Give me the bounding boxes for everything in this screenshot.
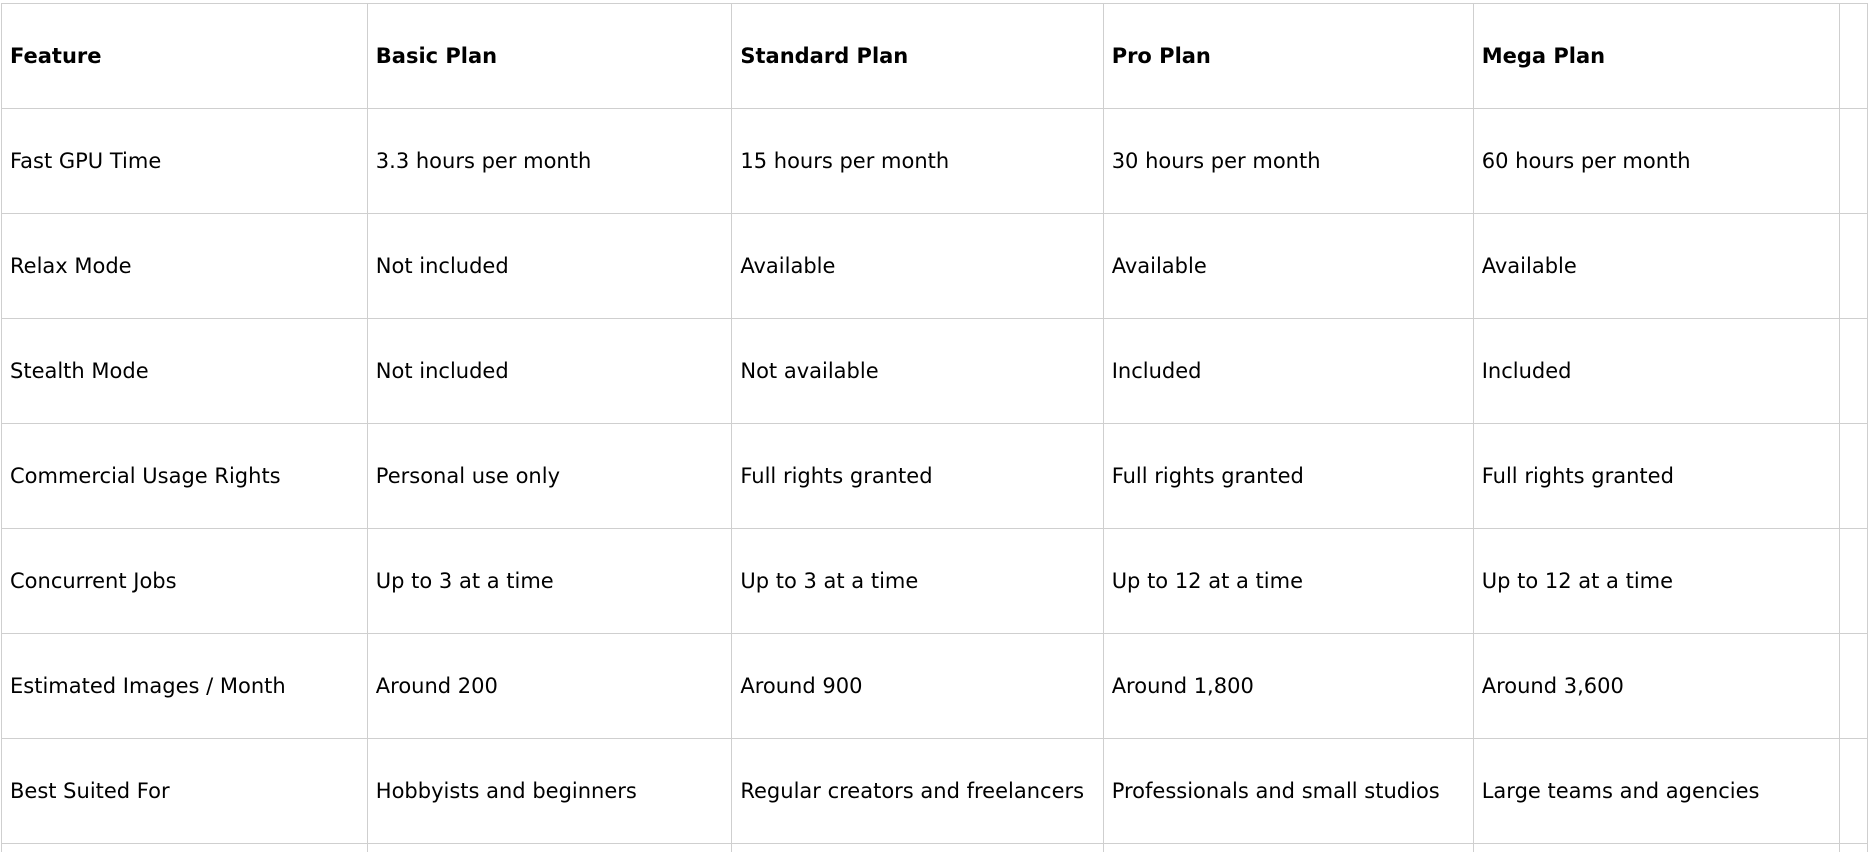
header-cell-mega-plan[interactable]: Mega Plan: [1473, 4, 1839, 109]
basic-plan-cell[interactable]: Up to 3 at a time: [367, 529, 732, 634]
pro-plan-cell[interactable]: 30 hours per month: [1103, 109, 1473, 214]
table-row: [2, 739, 1868, 844]
empty-cell[interactable]: [1839, 634, 1867, 739]
table-row: [2, 214, 1868, 319]
pro-plan-cell[interactable]: Full rights granted: [1103, 424, 1473, 529]
standard-plan-cell[interactable]: Available: [732, 214, 1103, 319]
table-row: [2, 109, 1868, 214]
pro-plan-cell[interactable]: Professionals and small studios: [1103, 739, 1473, 844]
feature-cell[interactable]: Best Suited For: [2, 739, 368, 844]
empty-cell[interactable]: [1839, 4, 1867, 109]
pro-plan-cell[interactable]: Included: [1103, 319, 1473, 424]
header-cell-standard-plan[interactable]: Standard Plan: [732, 4, 1103, 109]
standard-plan-cell[interactable]: Full rights granted: [732, 424, 1103, 529]
table-row: [2, 319, 1868, 424]
feature-cell[interactable]: Concurrent Jobs: [2, 529, 368, 634]
empty-cell[interactable]: [2, 844, 368, 852]
empty-cell[interactable]: [1839, 319, 1867, 424]
empty-cell[interactable]: [1473, 844, 1839, 852]
header-cell-pro-plan[interactable]: Pro Plan: [1103, 4, 1473, 109]
plan-comparison-table: [1, 3, 1868, 852]
empty-cell[interactable]: [1839, 424, 1867, 529]
basic-plan-cell[interactable]: Around 200: [367, 634, 732, 739]
pro-plan-cell[interactable]: Around 1,800: [1103, 634, 1473, 739]
standard-plan-cell[interactable]: Not available: [732, 319, 1103, 424]
feature-cell[interactable]: Estimated Images / Month: [2, 634, 368, 739]
mega-plan-cell[interactable]: 60 hours per month: [1473, 109, 1839, 214]
basic-plan-cell[interactable]: Not included: [367, 214, 732, 319]
mega-plan-cell[interactable]: Full rights granted: [1473, 424, 1839, 529]
basic-plan-cell[interactable]: Personal use only: [367, 424, 732, 529]
feature-cell[interactable]: Commercial Usage Rights: [2, 424, 368, 529]
standard-plan-cell[interactable]: 15 hours per month: [732, 109, 1103, 214]
empty-cell[interactable]: [367, 844, 732, 852]
mega-plan-cell[interactable]: Included: [1473, 319, 1839, 424]
empty-cell[interactable]: [1839, 844, 1867, 852]
feature-cell[interactable]: Relax Mode: [2, 214, 368, 319]
standard-plan-cell[interactable]: Around 900: [732, 634, 1103, 739]
table-row: [2, 424, 1868, 529]
empty-cell[interactable]: [1839, 529, 1867, 634]
empty-cell[interactable]: [1103, 844, 1473, 852]
mega-plan-cell[interactable]: Available: [1473, 214, 1839, 319]
standard-plan-cell[interactable]: Regular creators and freelancers: [732, 739, 1103, 844]
empty-cell[interactable]: [732, 844, 1103, 852]
basic-plan-cell[interactable]: 3.3 hours per month: [367, 109, 732, 214]
mega-plan-cell[interactable]: Up to 12 at a time: [1473, 529, 1839, 634]
table-row: [2, 844, 1868, 852]
table-row: [2, 634, 1868, 739]
feature-cell[interactable]: Stealth Mode: [2, 319, 368, 424]
empty-cell[interactable]: [1839, 109, 1867, 214]
pro-plan-cell[interactable]: Available: [1103, 214, 1473, 319]
empty-cell[interactable]: [1839, 739, 1867, 844]
header-cell-feature[interactable]: Feature: [2, 4, 368, 109]
mega-plan-cell[interactable]: Around 3,600: [1473, 634, 1839, 739]
header-row: [2, 4, 1868, 109]
basic-plan-cell[interactable]: Not included: [367, 319, 732, 424]
pro-plan-cell[interactable]: Up to 12 at a time: [1103, 529, 1473, 634]
feature-cell[interactable]: Fast GPU Time: [2, 109, 368, 214]
standard-plan-cell[interactable]: Up to 3 at a time: [732, 529, 1103, 634]
mega-plan-cell[interactable]: Large teams and agencies: [1473, 739, 1839, 844]
header-cell-basic-plan[interactable]: Basic Plan: [367, 4, 732, 109]
table-row: [2, 529, 1868, 634]
empty-cell[interactable]: [1839, 214, 1867, 319]
basic-plan-cell[interactable]: Hobbyists and beginners: [367, 739, 732, 844]
